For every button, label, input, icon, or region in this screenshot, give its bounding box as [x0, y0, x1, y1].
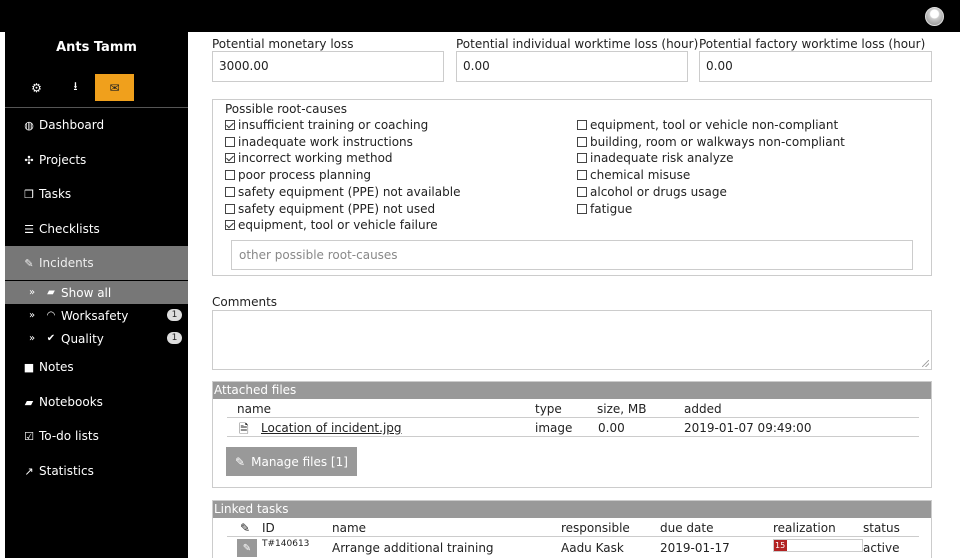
- task-id: T#140613: [262, 539, 310, 549]
- checkbox[interactable]: [577, 120, 587, 130]
- root-cause-checkbox[interactable]: safety equipment (PPE) not available: [225, 185, 460, 199]
- root-cause-checkbox[interactable]: inadequate work instructions: [225, 135, 413, 149]
- sidebar-tools: [17, 74, 134, 101]
- file-link[interactable]: Location of incident.jpg: [261, 421, 402, 435]
- note-icon: ■: [23, 360, 35, 374]
- task-due-date: 2019-01-17: [660, 541, 730, 555]
- sidebar-sub-worksafety[interactable]: » ◠ Worksafety 1: [5, 304, 188, 327]
- root-causes-title: Possible root-causes: [225, 102, 347, 116]
- folder-icon: ▰: [47, 287, 55, 298]
- edit-column-icon: ✎: [240, 521, 251, 535]
- checkbox[interactable]: [577, 153, 587, 163]
- checkbox[interactable]: [577, 137, 587, 147]
- monetary-loss-input[interactable]: 3000.00: [212, 51, 444, 82]
- checkbox-checked[interactable]: [225, 153, 235, 163]
- realization-fill: 15: [775, 541, 786, 550]
- settings-button[interactable]: [17, 74, 56, 101]
- top-bar: [0, 0, 960, 32]
- checkbox[interactable]: [225, 137, 235, 147]
- task-name[interactable]: Arrange additional training: [332, 541, 494, 555]
- dashboard-icon: ◍: [24, 118, 34, 132]
- headphones-icon: ◠: [46, 310, 56, 321]
- envelope-icon: ✉: [109, 80, 120, 95]
- task-responsible: Aadu Kask: [561, 541, 624, 555]
- divider: [227, 436, 919, 437]
- chevron-right-icon: »: [29, 287, 36, 298]
- paperclip-icon: ✎: [235, 454, 246, 469]
- individual-loss-input[interactable]: 0.00: [456, 51, 688, 82]
- download-icon: ⭳: [73, 79, 78, 93]
- root-cause-checkbox[interactable]: inadequate risk analyze: [577, 151, 733, 165]
- divider: [227, 417, 919, 418]
- count-badge: 1: [167, 309, 182, 321]
- column-header: due date: [660, 521, 714, 535]
- checkbox[interactable]: [577, 204, 587, 214]
- task-status: active: [863, 541, 900, 555]
- sidebar-item-checklists[interactable]: ☰ Checklists: [5, 212, 188, 246]
- root-cause-checkbox[interactable]: building, room or walkways non-compliant: [577, 135, 845, 149]
- column-header: responsible: [561, 521, 630, 535]
- column-header: added: [684, 402, 722, 416]
- root-causes-box: [212, 99, 932, 276]
- sidebar-sub-show-all[interactable]: » ▰ Show all: [5, 281, 188, 304]
- column-header: ID: [262, 521, 275, 535]
- checkbox[interactable]: [577, 170, 587, 180]
- attached-files-title: Attached files: [213, 382, 931, 399]
- linked-tasks-title: Linked tasks: [213, 501, 931, 518]
- book-icon: ▰: [24, 395, 34, 409]
- chart-icon: ↗: [24, 464, 34, 478]
- gavel-icon: ✔: [46, 333, 56, 344]
- sidebar-item-projects[interactable]: ✣ Projects: [5, 143, 188, 177]
- manage-files-button[interactable]: ✎ Manage files [1]: [226, 447, 357, 476]
- messages-button[interactable]: [95, 74, 134, 101]
- projects-icon: ✣: [24, 153, 34, 167]
- sidebar-item-incidents[interactable]: ✎ Incidents: [5, 246, 188, 280]
- check-square-icon: ☑: [24, 429, 34, 443]
- root-cause-checkbox[interactable]: incorrect working method: [225, 151, 393, 165]
- root-cause-checkbox[interactable]: fatigue: [577, 202, 632, 216]
- list-icon: ☰: [24, 222, 34, 236]
- user-name: Ants Tamm: [56, 40, 137, 55]
- sidebar-item-dashboard[interactable]: ◍ Dashboard: [5, 108, 188, 142]
- sidebar: [5, 32, 188, 558]
- sidebar-item-statistics[interactable]: ↗ Statistics: [5, 454, 188, 488]
- column-header: name: [237, 402, 272, 416]
- other-root-causes-input[interactable]: other possible root-causes: [231, 240, 913, 270]
- file-type: image: [535, 421, 573, 435]
- root-cause-checkbox[interactable]: equipment, tool or vehicle failure: [225, 218, 438, 232]
- cogs-icon: ⚙: [31, 80, 42, 95]
- attached-files-panel: [212, 381, 932, 488]
- column-header: name: [332, 521, 367, 535]
- sidebar-item-tasks[interactable]: ❒ Tasks: [5, 177, 188, 211]
- file-icon: 🗎: [239, 422, 249, 436]
- chevron-right-icon: »: [29, 333, 36, 344]
- individual-loss-label: Potential individual worktime loss (hour): [456, 37, 699, 51]
- tasks-icon: ❒: [24, 187, 34, 201]
- root-cause-checkbox[interactable]: chemical misuse: [577, 168, 690, 182]
- edit-icon: ✎: [24, 256, 34, 270]
- root-cause-checkbox[interactable]: poor process planning: [225, 168, 371, 182]
- download-button[interactable]: [56, 74, 95, 101]
- sidebar-item-todo-lists[interactable]: ☑ To-do lists: [5, 419, 188, 453]
- sidebar-item-notebooks[interactable]: ▰ Notebooks: [5, 385, 188, 419]
- user-avatar[interactable]: [925, 7, 944, 26]
- realization-progress-bar: [773, 539, 863, 552]
- column-header: status: [863, 521, 900, 535]
- factory-loss-input[interactable]: 0.00: [699, 51, 932, 82]
- column-header: size, MB: [597, 402, 647, 416]
- sidebar-sub-quality[interactable]: » ✔ Quality 1: [5, 327, 188, 350]
- comments-textarea[interactable]: [212, 310, 932, 370]
- count-badge: 1: [167, 332, 182, 344]
- main-content: [188, 32, 960, 558]
- monetary-loss-label: Potential monetary loss: [212, 37, 354, 51]
- column-header: realization: [773, 521, 836, 535]
- checkbox[interactable]: [225, 204, 235, 214]
- checkbox[interactable]: [577, 187, 587, 197]
- checkbox-checked[interactable]: [225, 120, 235, 130]
- resize-handle-icon[interactable]: [922, 360, 929, 367]
- comments-label: Comments: [212, 295, 278, 309]
- root-cause-checkbox[interactable]: safety equipment (PPE) not used: [225, 202, 435, 216]
- linked-tasks-panel: [212, 500, 932, 558]
- checkbox[interactable]: [225, 187, 235, 197]
- file-added: 2019-01-07 09:49:00: [684, 421, 812, 435]
- divider: [227, 536, 919, 537]
- factory-loss-label: Potential factory worktime loss (hour): [699, 37, 926, 51]
- edit-task-button[interactable]: [237, 539, 257, 557]
- file-size: 0.00: [598, 421, 625, 435]
- checkbox-checked[interactable]: [225, 220, 235, 230]
- sidebar-item-notes[interactable]: ■ Notes: [5, 350, 188, 384]
- column-header: type: [535, 402, 562, 416]
- chevron-right-icon: »: [29, 310, 36, 321]
- root-cause-checkbox[interactable]: insufficient training or coaching: [225, 118, 428, 132]
- root-cause-checkbox[interactable]: equipment, tool or vehicle non-compliant: [577, 118, 838, 132]
- checkbox[interactable]: [225, 170, 235, 180]
- root-cause-checkbox[interactable]: alcohol or drugs usage: [577, 185, 727, 199]
- edit-icon: ✎: [242, 542, 252, 554]
